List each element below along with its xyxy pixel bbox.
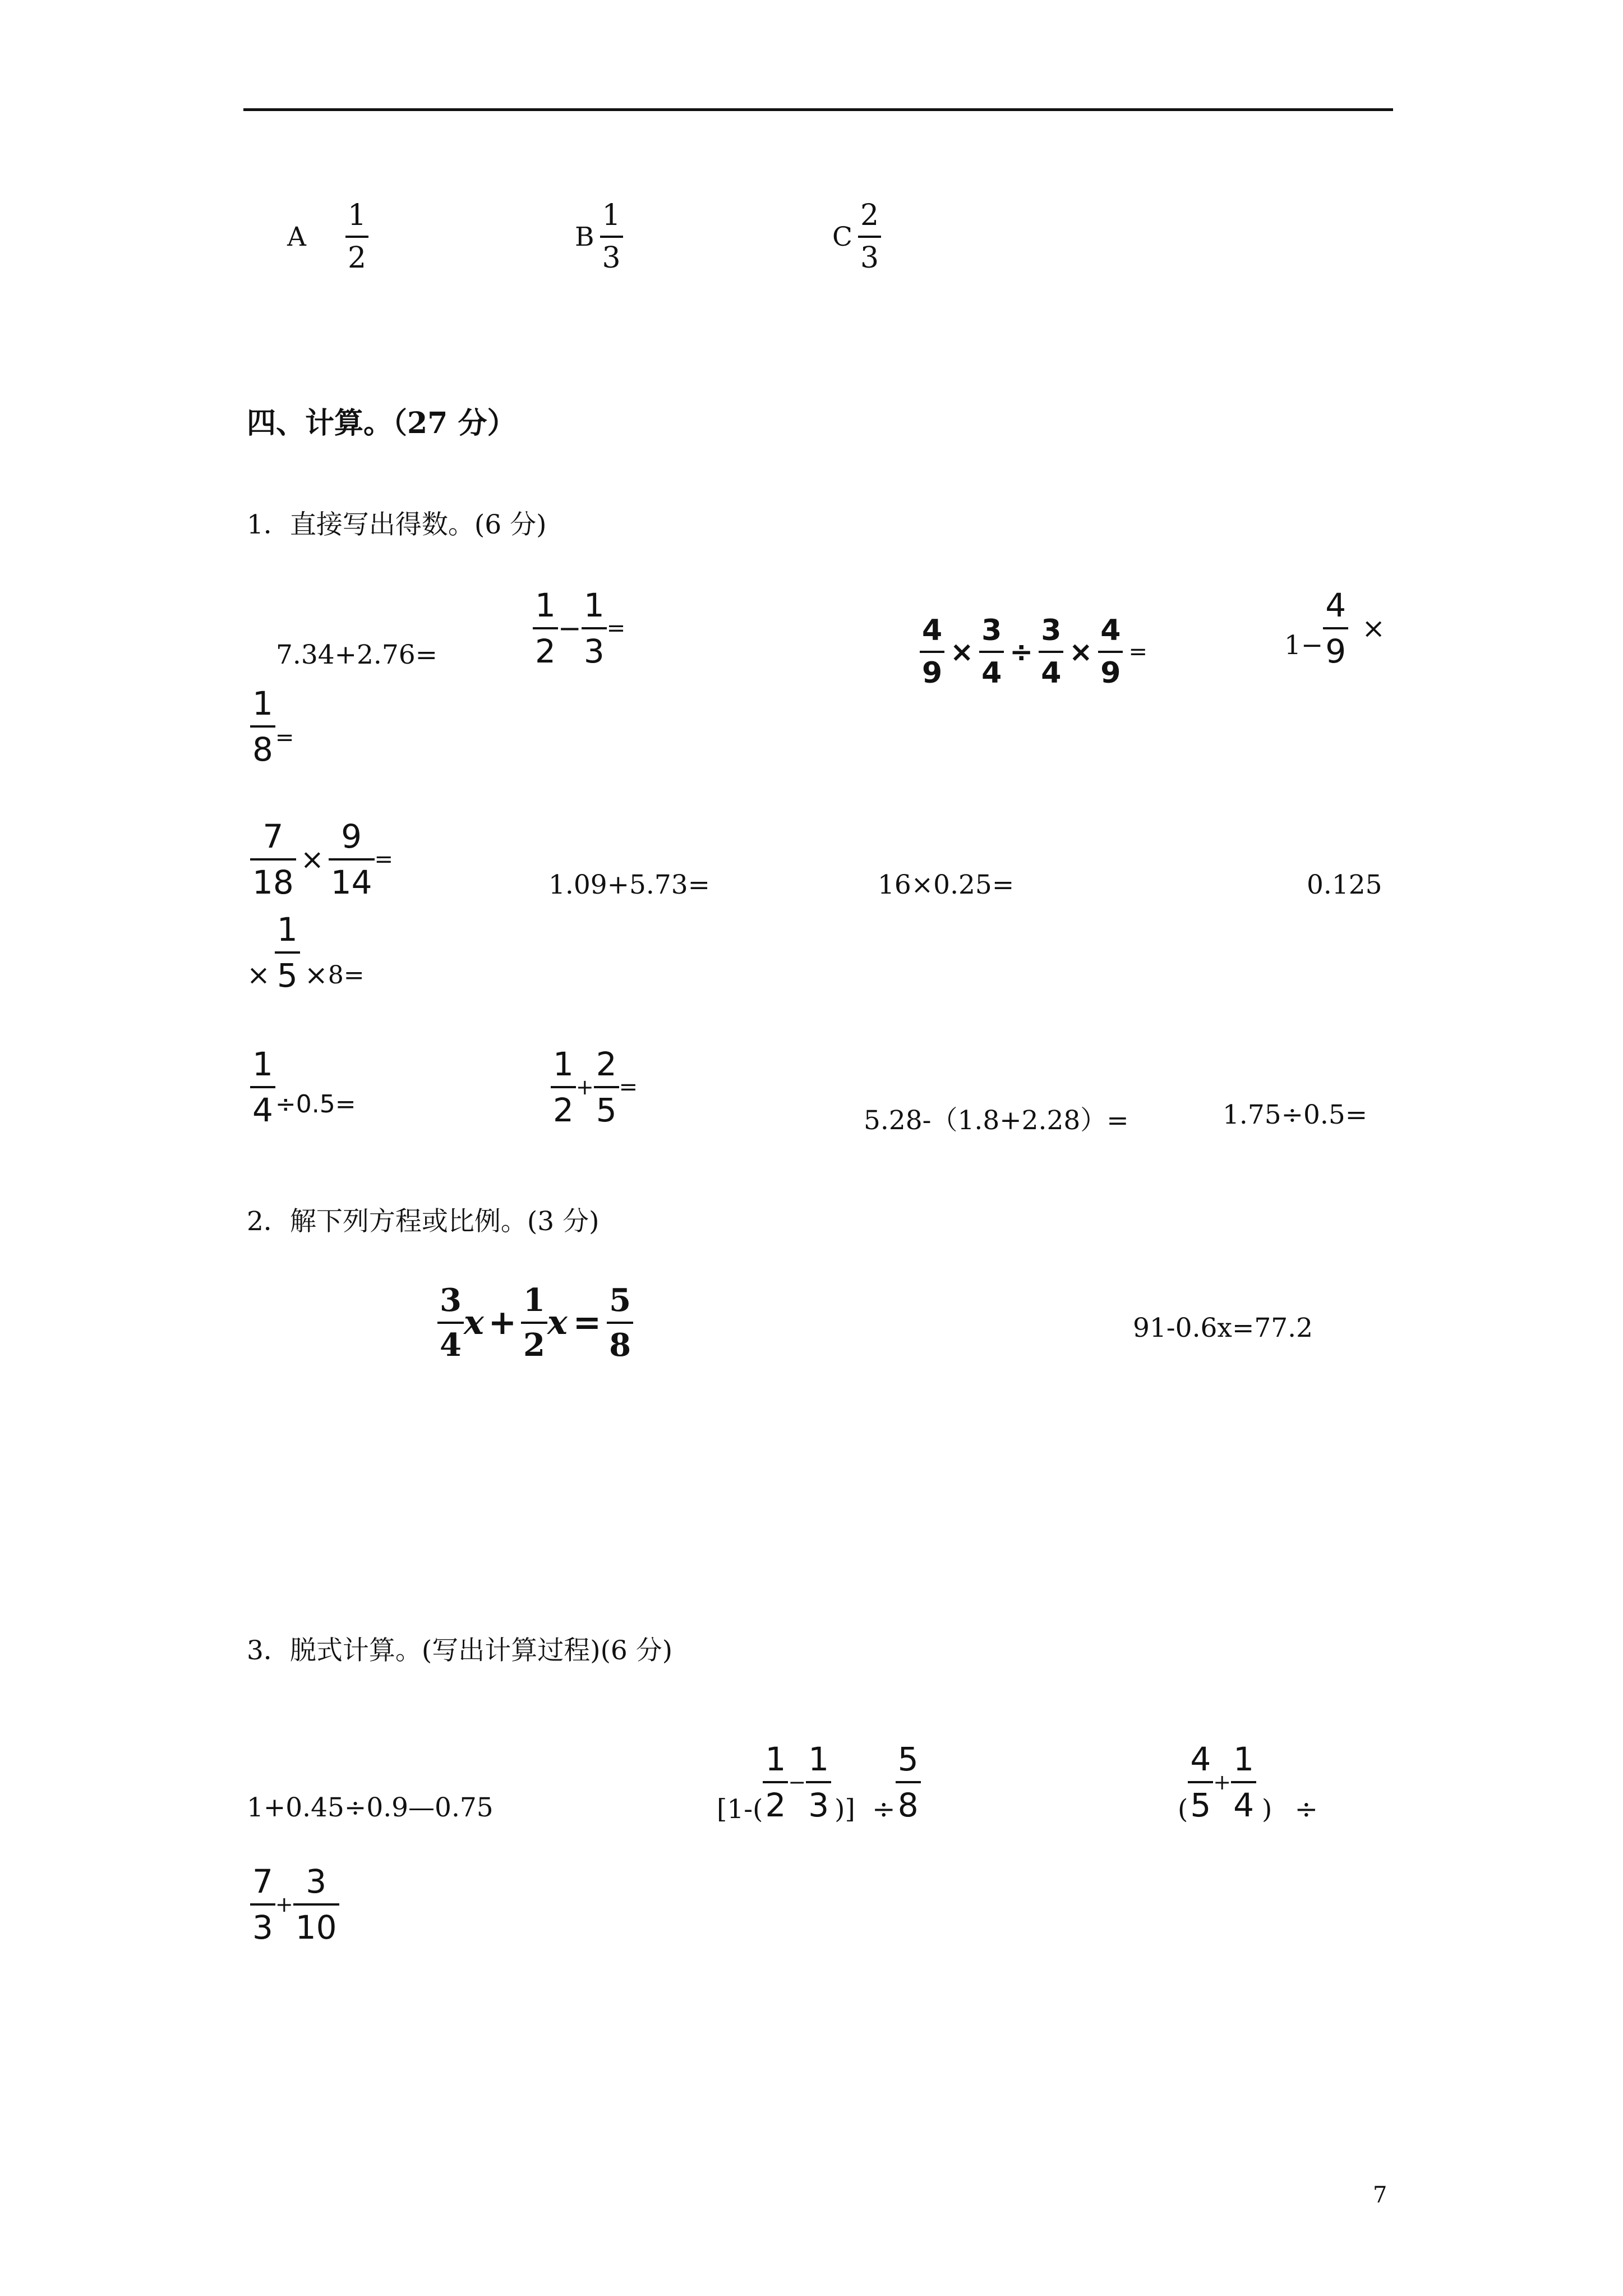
section-heading: 四、计算。（27 分）	[247, 406, 517, 440]
fraction: $\frac{1}{8}$	[250, 687, 275, 766]
choice-b	[575, 201, 623, 273]
fraction: $\frac{1}{2}$	[521, 1285, 547, 1361]
fraction: $\frac{3}{4}$	[1039, 616, 1063, 688]
fraction: $\frac{3}{4}$	[979, 616, 1004, 688]
q3-c: ( $\frac{4}{5}$ + $\frac{1}{4}$ ) ÷	[1178, 1740, 1318, 1825]
q1-r3-c: 5.28-（1.8+2.28）=	[864, 1105, 1129, 1136]
q3-title: 3．脱式计算。(写出计算过程)(6 分)	[247, 1635, 673, 1666]
fraction: $\frac{7}{3}$	[250, 1865, 275, 1944]
fraction: $\frac{4}{5}$	[1188, 1743, 1213, 1821]
q1-title: 1．直接写出得数。(6 分)	[247, 509, 547, 540]
q3-c-cont: $\frac{7}{3}$ + $\frac{3}{10}$	[250, 1865, 339, 1944]
q1-r2-a: $\frac{7}{18}$ × $\frac{9}{14}$ =	[250, 820, 393, 899]
choice-letter: A	[287, 221, 306, 252]
q1-r3-b: $\frac{1}{2}$ + $\frac{2}{5}$ =	[551, 1048, 638, 1126]
fraction: $\frac{4}{9}$	[920, 616, 944, 688]
q1-r2-d-cont: × $\frac{1}{5}$ × 8=	[247, 910, 365, 995]
choice-letter: C	[832, 221, 852, 252]
fraction: $\frac{3}{4}$	[437, 1285, 464, 1361]
fraction: $\frac{1}{3}$	[582, 589, 607, 668]
q1-r2-c: 16×0.25=	[878, 869, 1015, 900]
page-number: 7	[1373, 2182, 1387, 2208]
fraction: $\frac{1}{4}$	[1231, 1743, 1256, 1821]
q2-equation-1: $\frac{3}{4}$ x + $\frac{1}{2}$ x = $\frac{5}{8}$	[437, 1285, 633, 1361]
q3-a: 1+0.45÷0.9—0.75	[247, 1792, 494, 1823]
choice-a	[287, 201, 368, 273]
fraction: $\frac{4}{9}$	[1098, 616, 1123, 688]
q1-r1-b: $\frac{1}{2}$ − $\frac{1}{3}$ =	[533, 589, 625, 668]
choice-fraction: $\frac{1}{3}$	[600, 201, 623, 273]
q2-title: 2．解下列方程或比例。(3 分)	[247, 1206, 600, 1237]
q1-r3-a: $\frac{1}{4}$ ÷0.5=	[250, 1048, 356, 1126]
fraction: $\frac{9}{14}$	[329, 820, 375, 899]
q1-r1-d: 1− $\frac{4}{9}$ ×	[1284, 586, 1386, 670]
fraction: $\frac{1}{2}$	[551, 1048, 576, 1126]
fraction: $\frac{1}{5}$	[275, 913, 300, 992]
fraction: $\frac{5}{8}$	[896, 1743, 921, 1821]
choice-fraction: $\frac{2}{3}$	[858, 201, 881, 273]
q3-b: [1-( $\frac{1}{2}$ − $\frac{1}{3}$ )] ÷ $\frac{5}{8}$	[717, 1739, 921, 1825]
fraction: $\frac{1}{2}$	[763, 1743, 788, 1821]
q2-equation-2: 91-0.6x=77.2	[1133, 1313, 1313, 1343]
header-rule	[243, 108, 1393, 111]
choice-letter: B	[575, 221, 594, 252]
q1-r2-d: 0.125	[1307, 869, 1382, 900]
choice-c	[832, 201, 881, 273]
fraction: $\frac{1}{3}$	[806, 1743, 831, 1821]
fraction: $\frac{1}{2}$	[533, 589, 558, 668]
fraction: $\frac{4}{9}$	[1323, 589, 1348, 668]
q1-r1-c: $\frac{4}{9}$ × $\frac{3}{4}$ ÷ $\frac{3}{4}$ × $\frac{4}{9}$ =	[920, 616, 1147, 688]
fraction: $\frac{7}{18}$	[250, 820, 296, 899]
fraction: $\frac{1}{4}$	[250, 1048, 275, 1126]
q1-r2-b: 1.09+5.73=	[548, 869, 711, 900]
fraction: $\frac{2}{5}$	[594, 1048, 619, 1126]
q1-r1-a: 7.34+2.76=	[276, 639, 438, 670]
q1-r3-d: 1.75÷0.5=	[1223, 1099, 1368, 1130]
choice-fraction: $\frac{1}{2}$	[345, 201, 368, 273]
fraction: $\frac{3}{10}$	[293, 1865, 339, 1944]
fraction: $\frac{5}{8}$	[607, 1285, 633, 1361]
q1-r1-d-cont: $\frac{1}{8}$ =	[250, 687, 294, 766]
